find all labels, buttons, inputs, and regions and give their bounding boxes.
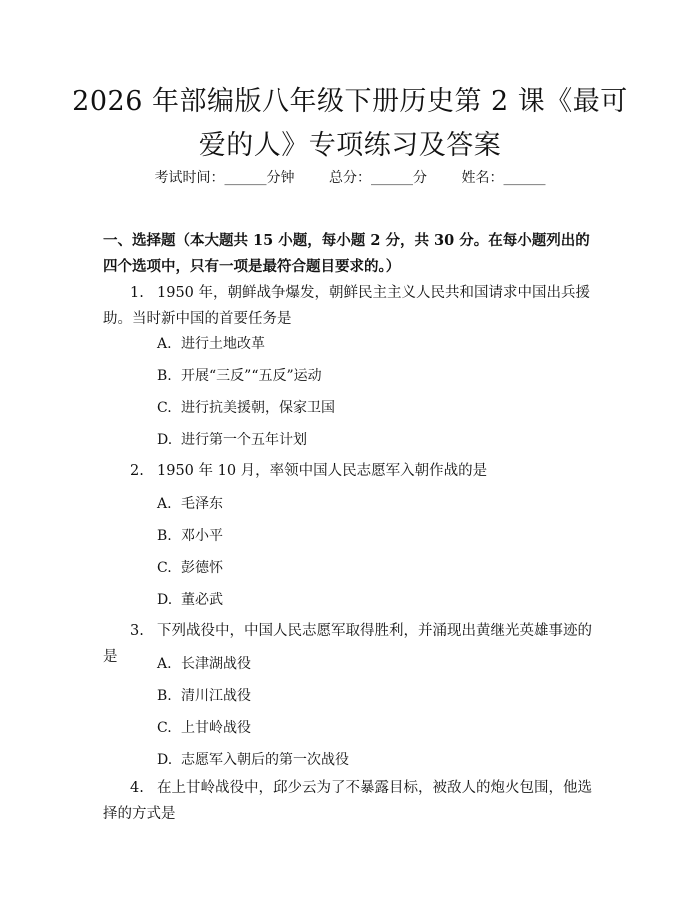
question-text: 在上甘岭战役中，邱少云为了不暴露目标，被敌人的炮火包围，他选择的方式是 — [103, 780, 592, 822]
option-letter: A. — [157, 496, 172, 512]
question-2-option-b — [157, 526, 223, 546]
question-2-option-a — [157, 494, 223, 514]
option-text: 邓小平 — [181, 528, 223, 544]
option-text: 进行土地改革 — [181, 336, 265, 352]
question-3-option-d — [157, 750, 349, 770]
question-number: 2. — [130, 463, 144, 479]
option-text: 毛泽东 — [181, 496, 223, 512]
question-text: 下列战役中，中国人民志愿军取得胜利，并涌现出黄继光英雄事迹的是 — [103, 623, 592, 665]
option-letter: C. — [157, 400, 172, 416]
question-3-option-c — [157, 718, 251, 738]
exam-info-row — [0, 168, 700, 188]
section-heading: 一、选择题（本大题共 15 小题，每小题 2 分，共 30 分。在每小题列出的四个选项中，只有一项是最符合题目要求的。） — [103, 232, 590, 275]
option-letter: A. — [157, 656, 172, 672]
title-line-2: 爱的人》专项练习及答案 — [198, 130, 502, 161]
question-3-option-b — [157, 686, 251, 706]
question-3-option-a — [157, 654, 251, 674]
option-letter: B. — [157, 368, 172, 384]
question-1-option-a — [157, 334, 265, 354]
option-letter: C. — [157, 560, 172, 576]
option-letter: D. — [157, 592, 173, 608]
name-field: 姓名：______ — [461, 170, 546, 186]
option-text: 清川江战役 — [181, 688, 251, 704]
question-1-option-c — [157, 398, 335, 418]
option-text: 彭德怀 — [181, 560, 223, 576]
exam-time-field: 考试时间：______分钟 — [154, 170, 295, 186]
option-letter: B. — [157, 528, 172, 544]
option-text: 开展“三反”“五反”运动 — [181, 368, 322, 384]
title-line-1: 2026 年部编版八年级下册历史第 2 课《最可 — [72, 86, 628, 117]
option-letter: D. — [157, 752, 173, 768]
question-text: 1950 年，朝鲜战争爆发，朝鲜民主主义人民共和国请求中国出兵援助。当时新中国的首要任务是 — [103, 285, 591, 327]
option-text: 进行抗美援朝，保家卫国 — [181, 400, 335, 416]
option-letter: C. — [157, 720, 172, 736]
question-number: 4. — [130, 780, 144, 796]
question-text: 1950 年 10 月，率领中国人民志愿军入朝作战的是 — [157, 463, 488, 479]
question-1-option-d — [157, 430, 307, 450]
option-text: 志愿军入朝后的第一次战役 — [181, 752, 349, 768]
question-1-option-b — [157, 366, 322, 386]
option-text: 上甘岭战役 — [181, 720, 251, 736]
question-4 — [103, 775, 603, 827]
total-score-field: 总分：______分 — [329, 170, 427, 186]
option-letter: A. — [157, 336, 172, 352]
option-letter: D. — [157, 432, 173, 448]
question-2-option-d — [157, 590, 223, 610]
option-letter: B. — [157, 688, 172, 704]
question-1 — [103, 280, 603, 332]
option-text: 进行第一个五年计划 — [181, 432, 307, 448]
question-2 — [103, 458, 603, 484]
document-title — [60, 80, 640, 168]
question-number: 1. — [130, 285, 144, 301]
option-text: 长津湖战役 — [181, 656, 251, 672]
question-2-option-c — [157, 558, 223, 578]
option-text: 董必武 — [181, 592, 223, 608]
question-number: 3. — [130, 623, 144, 639]
